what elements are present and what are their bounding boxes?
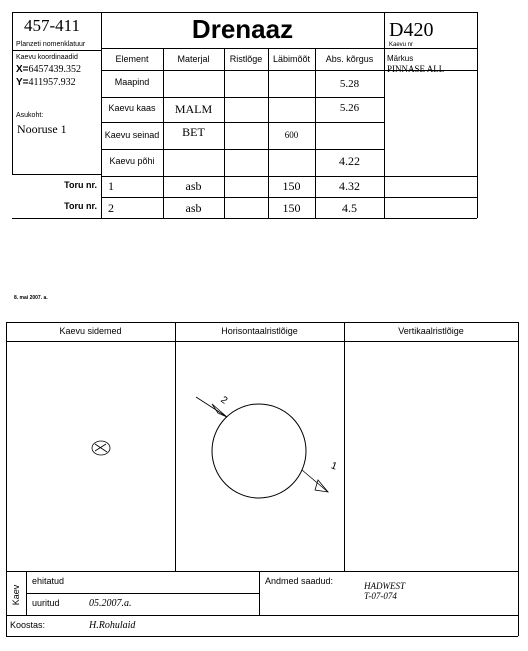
date-stamp: 8. mai 2007. a. [14, 295, 48, 301]
row-element: Maapind [114, 77, 150, 87]
row-height: 4.22 [339, 154, 360, 168]
well-number-label: Kaevu nr [389, 42, 414, 48]
manhole-circle [212, 404, 306, 498]
arrow-1-icon [302, 470, 328, 492]
data-from-line2: T-07-074 [364, 591, 397, 601]
arrow-1-label: 1 [329, 460, 339, 473]
row-diameter: 600 [284, 130, 299, 140]
pipe-number: 1 [108, 179, 114, 193]
sketch-col-connections: Kaevu sidemed [59, 326, 122, 336]
surveyed-value: 05.2007.a. [89, 598, 132, 609]
data-from-label: Andmed saadud: [265, 576, 334, 586]
well-mark-icon [92, 441, 110, 455]
row-height: 5.28 [339, 78, 360, 90]
plan-number: 457-411 [24, 16, 81, 35]
col-header-height: Abs. kõrgus [325, 54, 374, 64]
x-value: 6457439.352 [28, 64, 82, 75]
row-element: Kaevu seinad [104, 130, 160, 140]
col-header-element: Element [115, 54, 149, 64]
compiled-value: H.Rohulaid [89, 620, 136, 631]
location-label: Asukoht: [16, 112, 44, 119]
pipe-height: 4.32 [339, 179, 360, 193]
row-material: MALM [174, 102, 213, 116]
col-header-diameter: Läbimõõt [272, 54, 311, 64]
pipe-diameter: 150 [282, 179, 301, 193]
row-material: BET [182, 125, 205, 139]
pipe-height: 4.5 [342, 201, 357, 215]
y-label: Y= [16, 77, 29, 88]
compiled-label: Koostas: [10, 620, 46, 630]
sketch-col-vertical: Vertikaalristlõige [398, 326, 464, 336]
col-header-material: Materjal [177, 54, 210, 64]
pipe-label: Toru nr. [64, 180, 97, 190]
sketch-col-horizontal: Horisontaalristlõige [221, 326, 298, 336]
x-label: X= [16, 64, 29, 75]
col-header-cross: Ristlõge [229, 54, 263, 64]
footer-side-label: Kaev [11, 584, 21, 606]
plan-number-label: Planzeti nomenklatuur [16, 41, 86, 48]
coords-label: Kaevu koordinaadid [16, 54, 78, 61]
built-label: ehitatud [32, 576, 65, 586]
remarks-label: Märkus [387, 54, 414, 63]
data-from-line1: HADWEST [364, 581, 405, 591]
well-number: D420 [389, 19, 434, 41]
pipe-material: asb [185, 201, 202, 215]
pipe-number: 2 [108, 201, 114, 215]
surveyed-label: uuritud [32, 598, 60, 608]
row-height: 5.26 [339, 102, 360, 114]
y-value: 411957.932 [28, 77, 76, 88]
pipe-material: asb [185, 179, 202, 193]
pipe-diameter: 150 [282, 201, 301, 215]
arrow-2-label: 2 [218, 394, 230, 407]
remarks-value: PINNASE ALL [387, 64, 445, 74]
page-title: Drenaaz [191, 14, 294, 44]
row-element: Kaevu kaas [108, 103, 156, 113]
location-value: Nooruse 1 [17, 122, 67, 136]
pipe-label: Toru nr. [64, 201, 97, 211]
row-element: Kaevu põhi [109, 156, 155, 166]
